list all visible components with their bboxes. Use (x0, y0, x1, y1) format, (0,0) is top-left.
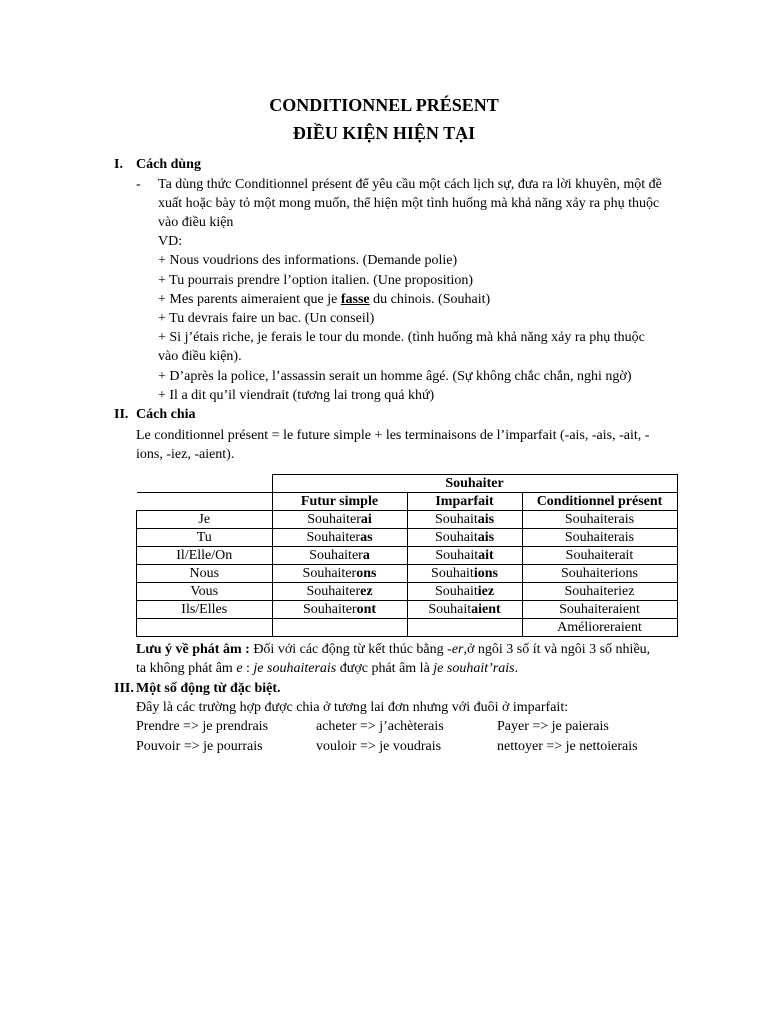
example-3-word: fasse (340, 292, 370, 307)
section-3-intro: Đây là các trường hợp được chia ở tương lai đơn nhưng với đuôi ở imparfait: (136, 700, 569, 715)
futur-cell: Souhaiterons (272, 565, 407, 583)
note-label: Lưu ý về phát âm : (136, 642, 250, 657)
verb-item: Prendre => je prendrais (136, 719, 269, 734)
example-3 (158, 290, 490, 309)
imparfait-cell (407, 619, 522, 637)
futur-cell (272, 619, 407, 637)
section-1-paragraph: Ta dùng thức Conditionnel présent để yêu cầu một cách lịch sự, đưa ra lời khuyên, một đề xuất hoặc bày tỏ một mong muốn, thể hiện một tình huống mà khả năng xảy ra phụ thuộc vào điều kiện (158, 177, 662, 230)
section-3-heading: Một số động từ đặc biệt. (136, 681, 281, 696)
futur-cell: Souhaiterai (272, 511, 407, 529)
pronoun-cell (137, 619, 273, 637)
pronoun-cell: Je (137, 511, 273, 529)
verb-item: Payer => je paierais (497, 719, 609, 734)
section-1-heading: Cách dùng (136, 157, 201, 172)
pronoun-cell: Tu (137, 529, 273, 547)
header-conditionnel: Conditionnel présent (522, 493, 677, 511)
pronoun-cell: Nous (137, 565, 273, 583)
table-row (137, 547, 678, 565)
table-row (137, 601, 678, 619)
example-label: VD: (158, 234, 183, 249)
example-2: + Tu pourrais prendre l’option italien. (Une proposition) (158, 273, 474, 288)
example-3-pre: + Mes parents aimeraient que je (158, 292, 341, 307)
verb-item: acheter => j’achèterais (316, 719, 444, 734)
header-imparfait: Imparfait (407, 493, 522, 511)
example-4: + Tu devrais faire un bac. (Un conseil) (158, 311, 375, 326)
section-1-number: I. (114, 157, 123, 172)
conditionnel-cell: Souhaiterais (522, 529, 677, 547)
verb-item: nettoyer => je nettoierais (497, 739, 638, 754)
pronunciation-note: Lưu ý về phát âm : Đối với các động từ kết thúc bằng -er,ở ngôi 3 số ít và ngôi 3 số nhiều, ta không phát âm e : je souhaiterais được phát âm là je souhait’rais. (136, 642, 651, 676)
conditionnel-cell: Amélioreraient (522, 619, 677, 637)
verb-item: Pouvoir => je pourrais (136, 739, 263, 754)
example-6: + D’après la police, l’assassin serait un homme âgé. (Sự không chắc chắn, nghi ngờ) (158, 369, 632, 384)
example-3-post: du chinois. (Souhait) (369, 292, 491, 307)
imparfait-cell: Souhaitait (407, 547, 522, 565)
conditionnel-cell: Souhaiteriez (522, 583, 677, 601)
conditionnel-cell: Souhaiterais (522, 511, 677, 529)
pronoun-cell: Il/Elle/On (137, 547, 273, 565)
section-2-paragraph: Le conditionnel présent = le future simple + les terminaisons de l’imparfait (-ais, -ais, -ait, -ions, -iez, -aient). (136, 428, 650, 462)
table-row (137, 583, 678, 601)
futur-cell: Souhaiteras (272, 529, 407, 547)
example-5: + Si j’étais riche, je ferais le tour du monde. (tình huống mà khả năng xảy ra phụ thuộc vào điều kiện). (158, 330, 645, 364)
section-2-heading: Cách chia (136, 407, 196, 422)
section-2-number: II. (114, 407, 129, 422)
imparfait-cell: Souhaitais (407, 529, 522, 547)
table-row (137, 529, 678, 547)
imparfait-cell: Souhaitaient (407, 601, 522, 619)
table-row (137, 511, 678, 529)
table-verb-header: Souhaiter (272, 475, 677, 493)
imparfait-cell: Souhaitiez (407, 583, 522, 601)
futur-cell: Souhaitera (272, 547, 407, 565)
table-verb-row (137, 475, 678, 493)
title-line-1: CONDITIONNEL PRÉSENT (269, 95, 499, 115)
futur-cell: Souhaiterez (272, 583, 407, 601)
section-1-bullet: - (136, 177, 141, 192)
verb-item: vouloir => je voudrais (316, 739, 442, 754)
futur-cell: Souhaiteront (272, 601, 407, 619)
conditionnel-cell: Souhaiteraient (522, 601, 677, 619)
conjugation-table (136, 474, 678, 637)
imparfait-cell: Souhaitais (407, 511, 522, 529)
section-3-number: III. (114, 681, 134, 696)
header-futur: Futur simple (272, 493, 407, 511)
example-1: + Nous voudrions des informations. (Demande polie) (158, 253, 458, 268)
pronoun-cell: Ils/Elles (137, 601, 273, 619)
imparfait-cell: Souhaitions (407, 565, 522, 583)
table-row (137, 619, 678, 637)
pronoun-cell: Vous (137, 583, 273, 601)
title-line-2: ĐIỀU KIỆN HIỆN TẠI (292, 123, 476, 143)
table-row (137, 565, 678, 583)
example-7: + Il a dit qu’il viendrait (tương lai trong quá khứ) (158, 388, 435, 403)
conditionnel-cell: Souhaiterions (522, 565, 677, 583)
table-header-row (137, 493, 678, 511)
conditionnel-cell: Souhaiterait (522, 547, 677, 565)
